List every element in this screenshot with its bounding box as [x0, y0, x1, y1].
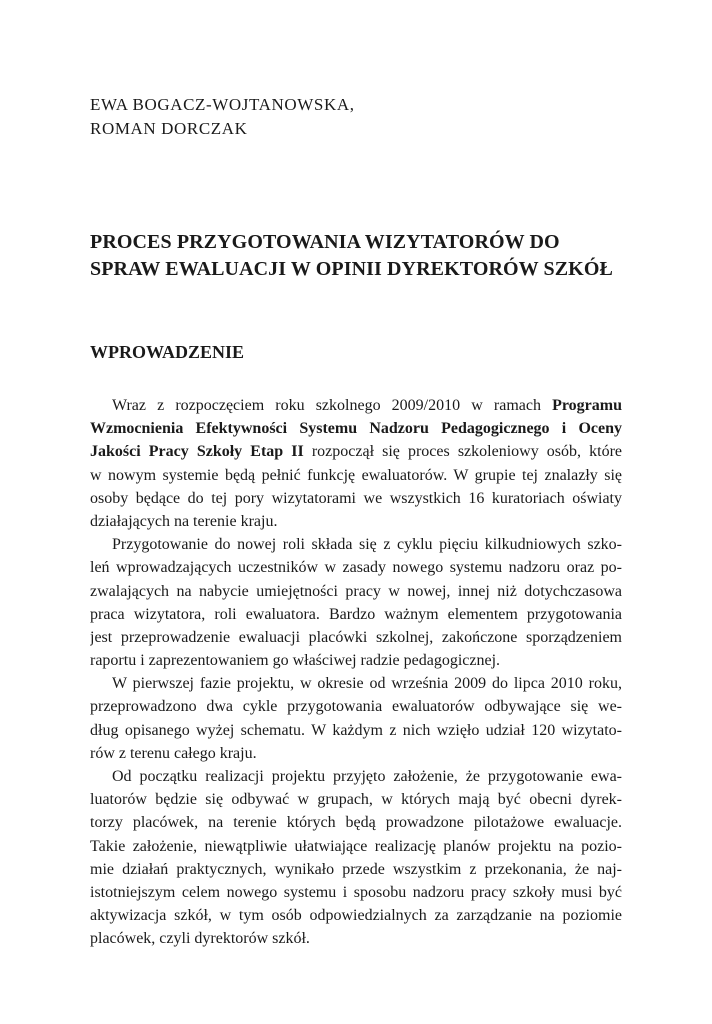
text-line: [90, 556, 622, 579]
text-line: [90, 626, 622, 649]
text-line: [90, 927, 622, 950]
bold-text: Jakości Pracy Szkoły Etap II: [90, 443, 304, 461]
paragraph: [90, 765, 622, 951]
text-line: [90, 464, 622, 487]
paragraph: [90, 533, 622, 672]
text: działających na terenie kraju.: [90, 512, 278, 530]
text-line: [90, 742, 622, 765]
text-line: [90, 603, 622, 626]
text-line: [90, 811, 622, 834]
text-line: [90, 487, 622, 510]
text-line: [90, 695, 622, 718]
text-line: [90, 881, 622, 904]
text: osoby będące do tej pory wizytatorami we wszystkich 16 kuratoriach oświaty: [90, 489, 622, 507]
paragraph: [90, 672, 622, 765]
text: mie działań praktycznych, wynikało przede wszystkim z przekonania, że naj-: [90, 860, 622, 878]
text: dług opisanego wyżej schematu. W każdym z nich wzięło udział 120 wizytato-: [90, 721, 622, 739]
text: w nowym systemie będą pełnić funkcję ewaluatorów. W grupie tej znalazły się: [90, 466, 622, 484]
chapter-title-line: SPRAW EWALUACJI W OPINII DYREKTORÓW SZKÓŁ: [90, 258, 613, 280]
text: raportu i zaprezentowaniem go właściwej radzie pedagogicznej.: [90, 652, 501, 670]
text-line: [90, 672, 622, 695]
body-text: [90, 394, 622, 951]
text-line: [90, 904, 622, 927]
text: istotniejszym celem nowego systemu i sposobu nadzoru pracy szkoły musi być: [90, 883, 622, 901]
text-line: [90, 649, 622, 672]
text: Przygotowanie do nowej roli składa się z cyklu pięciu kilkudniowych szko-: [112, 536, 622, 554]
bold-text: Programu: [552, 397, 622, 414]
text-line: [90, 394, 622, 417]
chapter-title-line: PROCES PRZYGOTOWANIA WIZYTATORÓW DO: [90, 231, 560, 253]
text: torzy placówek, na terenie których będą prowadzone pilotażowe ewaluacje.: [90, 814, 622, 832]
text: jest przeprowadzenie ewaluacji placówki szkolnej, zakończone sporządzeniem: [90, 628, 622, 646]
text-line: [90, 510, 622, 533]
text: rów z terenu całego kraju.: [90, 744, 257, 762]
text: placówek, czyli dyrektorów szkół.: [90, 930, 310, 948]
text-line: [90, 765, 622, 788]
text: luatorów będzie się odbywać w grupach, w których mają być obecni dyrek-: [90, 791, 622, 809]
text: Takie założenie, niewątpliwie ułatwiające realizację planów projektu na pozio-: [90, 837, 622, 855]
bold-text: Wzmocnienia Efektywności Systemu Nadzoru Pedagogicznego i Oceny: [90, 420, 622, 438]
text-line: [90, 788, 622, 811]
text: Wraz z rozpoczęciem roku szkolnego 2009/2010 w ramach: [112, 397, 553, 414]
text: przeprowadzono dwa cykle przygotowania ewaluatorów odbywające się we-: [90, 698, 622, 716]
author-name: ROMAN DORCZAK: [90, 119, 248, 138]
text-line: [90, 858, 622, 881]
text: Od początku realizacji projektu przyjęto założenie, że przygotowanie ewa-: [112, 768, 622, 785]
text: praca wizytatora, roli ewaluatora. Bardzo ważnym elementem przygotowania: [90, 605, 622, 623]
text: zwalających na nabycie umiejętności pracy w nowej, innej niż dotychczasowa: [90, 582, 622, 600]
text: aktywizacja szkół, w tym osób odpowiedzialnych za zarządzanie na poziomie: [90, 907, 622, 925]
text: W pierwszej fazie projektu, w okresie od września 2009 do lipca 2010 roku,: [112, 675, 622, 693]
text-line: [90, 580, 622, 603]
text: rozpoczął się proces szkoleniowy osób, które: [303, 443, 622, 461]
author-name: EWA BOGACZ-WOJTANOWSKA,: [90, 95, 355, 114]
text-line: [90, 835, 622, 858]
text-line: [90, 533, 622, 556]
text-line: [90, 719, 622, 742]
paragraph: [90, 394, 622, 533]
text-line: [90, 440, 622, 463]
author-block: [90, 93, 355, 141]
chapter-title: [90, 229, 630, 283]
text-line: [90, 417, 622, 440]
text: leń wprowadzających uczestników w zasady nowego systemu nadzoru oraz po-: [90, 559, 622, 577]
section-heading: WPROWADZENIE: [90, 342, 245, 362]
